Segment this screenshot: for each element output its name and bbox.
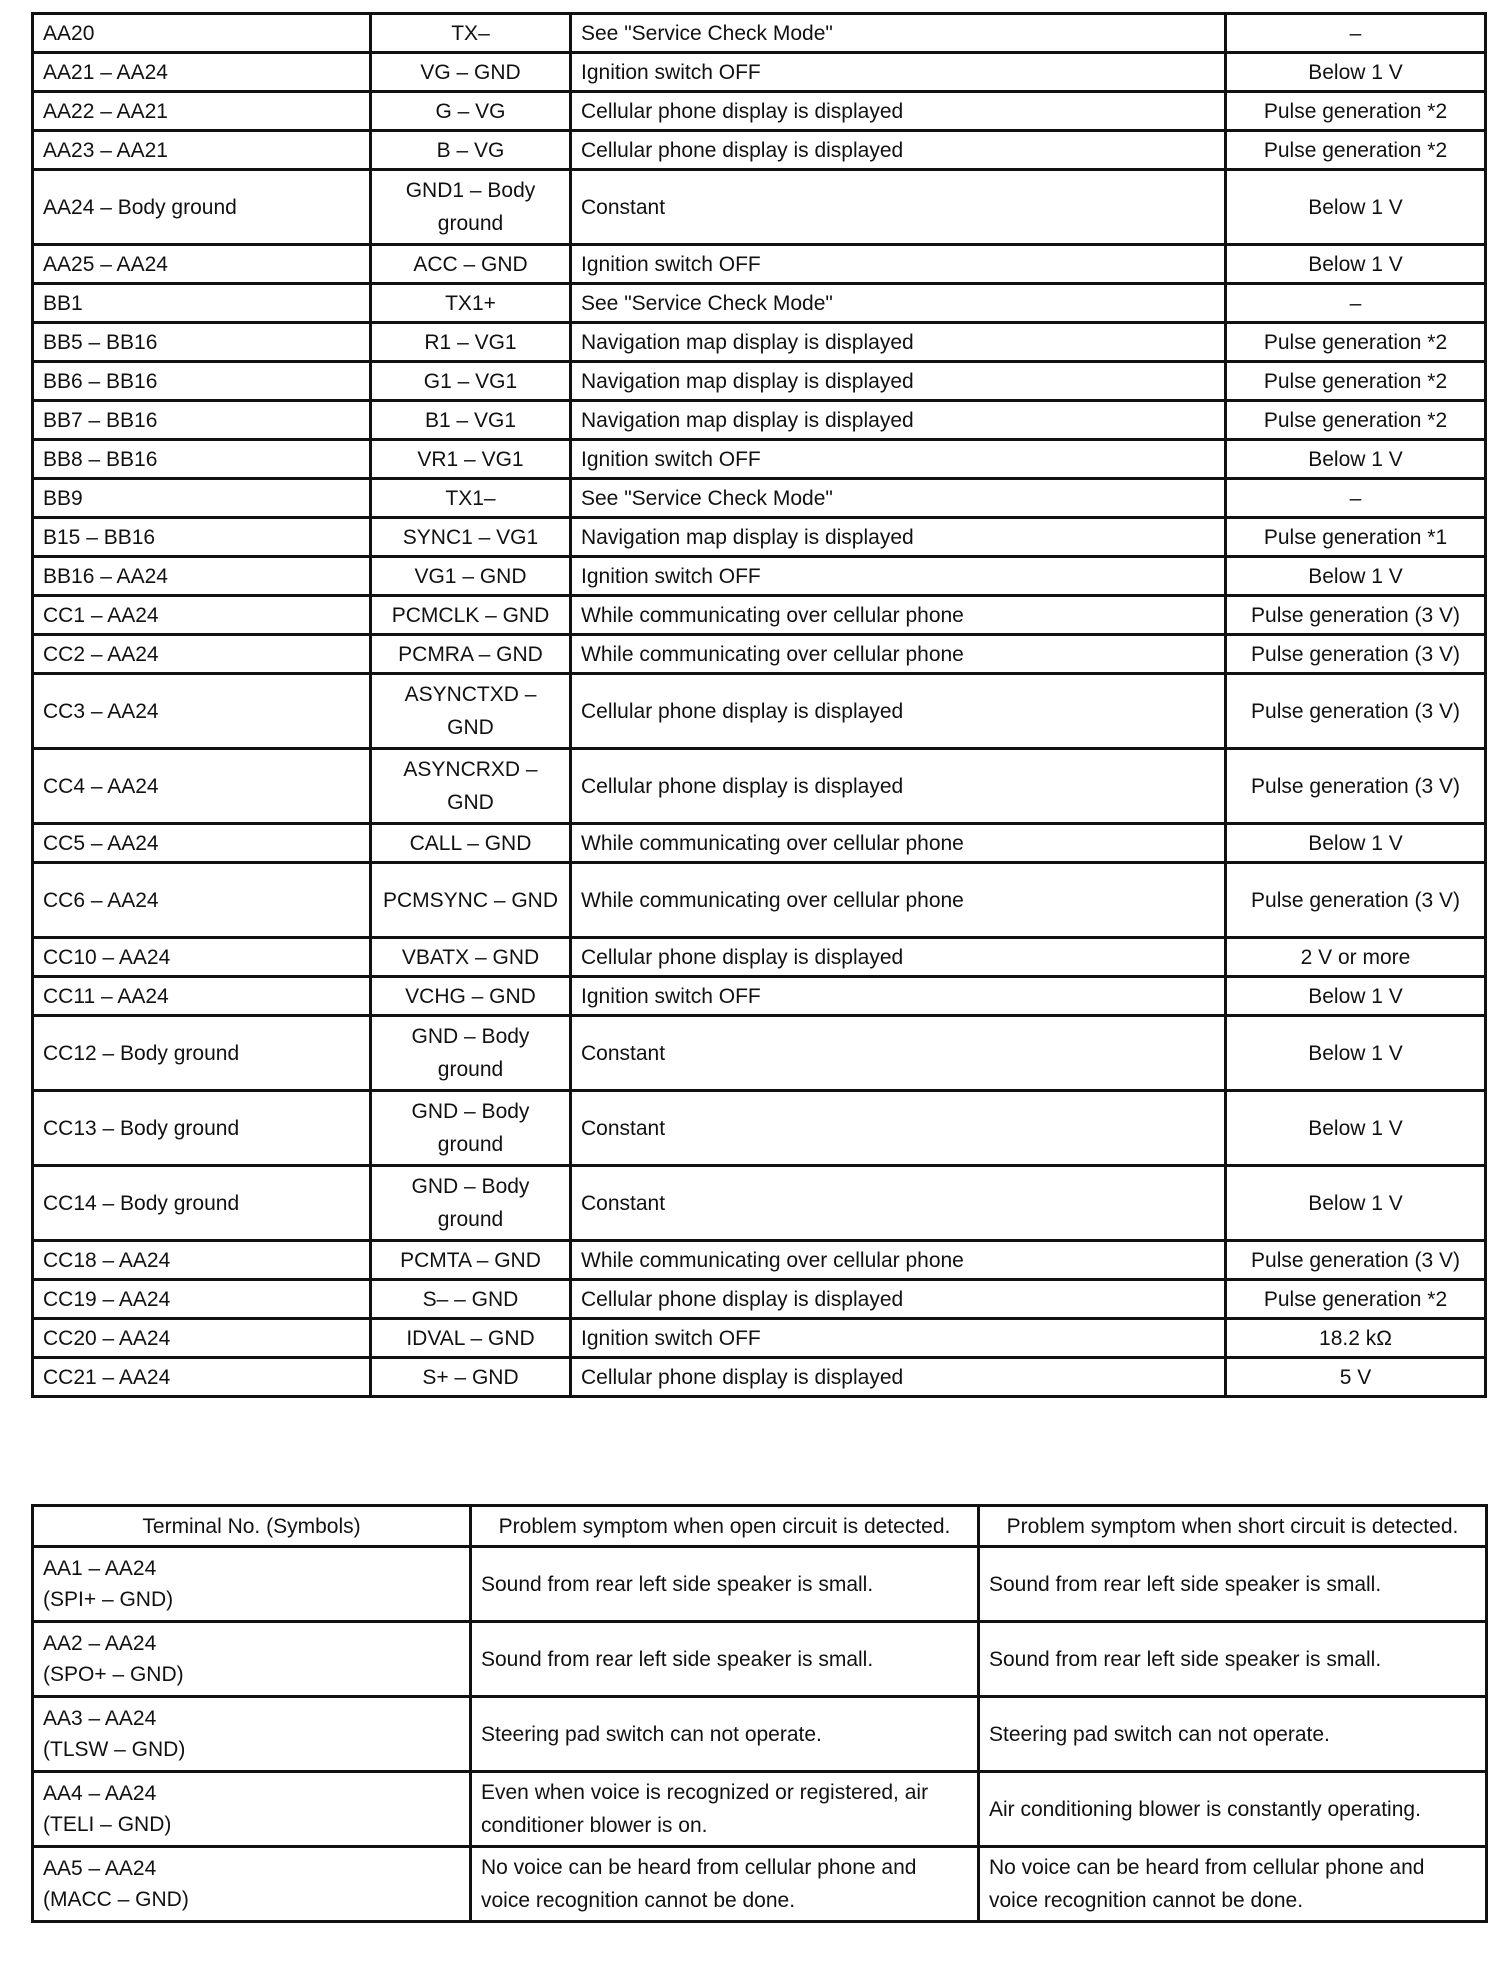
specification-cell: 5 V — [1226, 1358, 1486, 1397]
symbol-cell: GND – Body ground — [371, 1166, 571, 1241]
terminal-cell: AA21 – AA24 — [33, 53, 371, 92]
problem-symptom-table-body — [33, 1547, 1487, 1922]
terminal-cell: BB9 — [33, 479, 371, 518]
specification-cell: 2 V or more — [1226, 938, 1486, 977]
specification-cell: Below 1 V — [1226, 977, 1486, 1016]
condition-cell: See "Service Check Mode" — [571, 14, 1226, 53]
symbol-cell: TX– — [371, 14, 571, 53]
condition-cell: Ignition switch OFF — [571, 977, 1226, 1016]
short-circuit-symptom: Sound from rear left side speaker is small. — [979, 1547, 1487, 1622]
table-row — [33, 824, 1486, 863]
specification-cell: Pulse generation (3 V) — [1226, 1241, 1486, 1280]
symbol-cell: ASYNCTXD – GND — [371, 674, 571, 749]
terminal-cell: CC3 – AA24 — [33, 674, 371, 749]
terminal-number: AA1 – AA24 — [43, 1557, 157, 1580]
specification-cell: Pulse generation (3 V) — [1226, 596, 1486, 635]
condition-cell: Ignition switch OFF — [571, 1319, 1226, 1358]
symbol-cell: PCMRA – GND — [371, 635, 571, 674]
terminal-cell: BB8 – BB16 — [33, 440, 371, 479]
table-row — [33, 440, 1486, 479]
terminal-number: AA2 – AA24 — [43, 1632, 157, 1655]
condition-cell: Constant — [571, 1166, 1226, 1241]
symbol-cell: PCMSYNC – GND — [371, 863, 571, 938]
specification-cell: Below 1 V — [1226, 824, 1486, 863]
terminal-spec-table — [31, 12, 1487, 1398]
terminal-cell — [33, 1847, 471, 1922]
open-circuit-symptom: Even when voice is recognized or registered, air conditioner blower is on. — [471, 1772, 979, 1847]
terminal-cell: CC2 – AA24 — [33, 635, 371, 674]
specification-cell: – — [1226, 284, 1486, 323]
symbol-cell: VBATX – GND — [371, 938, 571, 977]
specification-cell: – — [1226, 14, 1486, 53]
condition-cell: Navigation map display is displayed — [571, 518, 1226, 557]
terminal-cell: AA22 – AA21 — [33, 92, 371, 131]
terminal-cell — [33, 1697, 471, 1772]
table-row — [33, 401, 1486, 440]
terminal-cell: AA25 – AA24 — [33, 245, 371, 284]
table-row — [33, 1697, 1487, 1772]
terminal-cell: CC20 – AA24 — [33, 1319, 371, 1358]
table-row — [33, 53, 1486, 92]
table-row — [33, 1772, 1487, 1847]
terminal-spec-table-body — [33, 14, 1486, 1397]
specification-cell: Below 1 V — [1226, 170, 1486, 245]
terminal-cell: CC10 – AA24 — [33, 938, 371, 977]
specification-cell: Pulse generation (3 V) — [1226, 674, 1486, 749]
symbol-cell: VG – GND — [371, 53, 571, 92]
table-row — [33, 1166, 1486, 1241]
symbol-cell: G1 – VG1 — [371, 362, 571, 401]
table-row — [33, 1319, 1486, 1358]
terminal-cell: CC1 – AA24 — [33, 596, 371, 635]
condition-cell: Ignition switch OFF — [571, 440, 1226, 479]
table-row — [33, 92, 1486, 131]
terminal-cell: B15 – BB16 — [33, 518, 371, 557]
symbol-cell: B – VG — [371, 131, 571, 170]
condition-cell: Navigation map display is displayed — [571, 362, 1226, 401]
table-row — [33, 1547, 1487, 1622]
terminal-symbol: (SPO+ – GND) — [43, 1663, 184, 1686]
terminal-cell: CC11 – AA24 — [33, 977, 371, 1016]
table-row — [33, 1241, 1486, 1280]
specification-cell: Pulse generation *2 — [1226, 131, 1486, 170]
table-row — [33, 557, 1486, 596]
terminal-symbol: (MACC – GND) — [43, 1888, 189, 1911]
header-short-circuit: Problem symptom when short circuit is detected. — [979, 1506, 1487, 1547]
symptom-header-row — [33, 1506, 1487, 1547]
symbol-cell: G – VG — [371, 92, 571, 131]
terminal-cell: BB6 – BB16 — [33, 362, 371, 401]
short-circuit-symptom: Air conditioning blower is constantly operating. — [979, 1772, 1487, 1847]
table-row — [33, 635, 1486, 674]
specification-cell: Below 1 V — [1226, 245, 1486, 284]
table-row — [33, 323, 1486, 362]
table-row — [33, 245, 1486, 284]
terminal-cell: CC6 – AA24 — [33, 863, 371, 938]
specification-cell: Pulse generation *2 — [1226, 1280, 1486, 1319]
terminal-cell: CC4 – AA24 — [33, 749, 371, 824]
condition-cell: Cellular phone display is displayed — [571, 1358, 1226, 1397]
condition-cell: Constant — [571, 170, 1226, 245]
condition-cell: Cellular phone display is displayed — [571, 1280, 1226, 1319]
terminal-cell: CC5 – AA24 — [33, 824, 371, 863]
symbol-cell: TX1+ — [371, 284, 571, 323]
symbol-cell: B1 – VG1 — [371, 401, 571, 440]
terminal-cell: AA23 – AA21 — [33, 131, 371, 170]
table-row — [33, 170, 1486, 245]
short-circuit-symptom: Steering pad switch can not operate. — [979, 1697, 1487, 1772]
symbol-cell: R1 – VG1 — [371, 323, 571, 362]
short-circuit-symptom: No voice can be heard from cellular phone and voice recognition cannot be done. — [979, 1847, 1487, 1922]
table-row — [33, 14, 1486, 53]
condition-cell: Cellular phone display is displayed — [571, 749, 1226, 824]
terminal-symbol: (SPI+ – GND) — [43, 1588, 174, 1611]
table-row — [33, 938, 1486, 977]
open-circuit-symptom: Sound from rear left side speaker is small. — [471, 1547, 979, 1622]
table-row — [33, 1016, 1486, 1091]
open-circuit-symptom: Sound from rear left side speaker is small. — [471, 1622, 979, 1697]
table-row — [33, 674, 1486, 749]
symbol-cell: ASYNCRXD – GND — [371, 749, 571, 824]
terminal-cell: CC19 – AA24 — [33, 1280, 371, 1319]
specification-cell: Pulse generation *2 — [1226, 323, 1486, 362]
specification-cell: Pulse generation *2 — [1226, 92, 1486, 131]
table-row — [33, 596, 1486, 635]
specification-cell: Pulse generation (3 V) — [1226, 749, 1486, 824]
specification-cell: Pulse generation *2 — [1226, 362, 1486, 401]
specification-cell: Below 1 V — [1226, 440, 1486, 479]
terminal-cell — [33, 1547, 471, 1622]
table-row — [33, 1847, 1487, 1922]
terminal-number: AA3 – AA24 — [43, 1707, 157, 1730]
specification-cell: 18.2 kΩ — [1226, 1319, 1486, 1358]
terminal-cell: BB7 – BB16 — [33, 401, 371, 440]
header-open-circuit: Problem symptom when open circuit is detected. — [471, 1506, 979, 1547]
terminal-cell: BB1 — [33, 284, 371, 323]
symbol-cell: VCHG – GND — [371, 977, 571, 1016]
condition-cell: Cellular phone display is displayed — [571, 92, 1226, 131]
symbol-cell: VR1 – VG1 — [371, 440, 571, 479]
terminal-cell — [33, 1772, 471, 1847]
specification-cell: Pulse generation (3 V) — [1226, 635, 1486, 674]
terminal-cell: CC21 – AA24 — [33, 1358, 371, 1397]
symbol-cell: SYNC1 – VG1 — [371, 518, 571, 557]
symbol-cell: IDVAL – GND — [371, 1319, 571, 1358]
condition-cell: See "Service Check Mode" — [571, 284, 1226, 323]
table-row — [33, 284, 1486, 323]
terminal-cell: BB16 – AA24 — [33, 557, 371, 596]
specification-cell: Below 1 V — [1226, 1166, 1486, 1241]
table-row — [33, 863, 1486, 938]
table-row — [33, 977, 1486, 1016]
terminal-cell: CC18 – AA24 — [33, 1241, 371, 1280]
specification-cell: – — [1226, 479, 1486, 518]
table-row — [33, 362, 1486, 401]
symbol-cell: VG1 – GND — [371, 557, 571, 596]
condition-cell: Navigation map display is displayed — [571, 323, 1226, 362]
header-terminal: Terminal No. (Symbols) — [33, 1506, 471, 1547]
specification-cell: Below 1 V — [1226, 557, 1486, 596]
terminal-cell — [33, 1622, 471, 1697]
symbol-cell: TX1– — [371, 479, 571, 518]
symbol-cell: ACC – GND — [371, 245, 571, 284]
open-circuit-symptom: No voice can be heard from cellular phone and voice recognition cannot be done. — [471, 1847, 979, 1922]
terminal-cell: BB5 – BB16 — [33, 323, 371, 362]
specification-cell: Pulse generation (3 V) — [1226, 863, 1486, 938]
condition-cell: While communicating over cellular phone — [571, 635, 1226, 674]
short-circuit-symptom: Sound from rear left side speaker is small. — [979, 1622, 1487, 1697]
specification-cell: Below 1 V — [1226, 1016, 1486, 1091]
condition-cell: Ignition switch OFF — [571, 245, 1226, 284]
symbol-cell: GND – Body ground — [371, 1016, 571, 1091]
terminal-cell: AA24 – Body ground — [33, 170, 371, 245]
terminal-cell: AA20 — [33, 14, 371, 53]
condition-cell: Navigation map display is displayed — [571, 401, 1226, 440]
condition-cell: Cellular phone display is displayed — [571, 674, 1226, 749]
problem-symptom-table — [31, 1504, 1488, 1923]
condition-cell: While communicating over cellular phone — [571, 863, 1226, 938]
specification-cell: Pulse generation *1 — [1226, 518, 1486, 557]
table-row — [33, 749, 1486, 824]
symbol-cell: S+ – GND — [371, 1358, 571, 1397]
specification-cell: Pulse generation *2 — [1226, 401, 1486, 440]
terminal-cell: CC14 – Body ground — [33, 1166, 371, 1241]
symbol-cell: PCMTA – GND — [371, 1241, 571, 1280]
open-circuit-symptom: Steering pad switch can not operate. — [471, 1697, 979, 1772]
specification-cell: Below 1 V — [1226, 53, 1486, 92]
condition-cell: Ignition switch OFF — [571, 557, 1226, 596]
condition-cell: While communicating over cellular phone — [571, 1241, 1226, 1280]
terminal-cell: CC12 – Body ground — [33, 1016, 371, 1091]
symbol-cell: CALL – GND — [371, 824, 571, 863]
condition-cell: Ignition switch OFF — [571, 53, 1226, 92]
condition-cell: While communicating over cellular phone — [571, 824, 1226, 863]
specification-cell: Below 1 V — [1226, 1091, 1486, 1166]
terminal-symbol: (TELI – GND) — [43, 1813, 172, 1836]
condition-cell: Constant — [571, 1016, 1226, 1091]
symbol-cell: PCMCLK – GND — [371, 596, 571, 635]
condition-cell: See "Service Check Mode" — [571, 479, 1226, 518]
table-row — [33, 1280, 1486, 1319]
symbol-cell: GND – Body ground — [371, 1091, 571, 1166]
table-row — [33, 1358, 1486, 1397]
table-row — [33, 1622, 1487, 1697]
table-row — [33, 131, 1486, 170]
table-row — [33, 479, 1486, 518]
condition-cell: Constant — [571, 1091, 1226, 1166]
terminal-number: AA4 – AA24 — [43, 1782, 157, 1805]
condition-cell: While communicating over cellular phone — [571, 596, 1226, 635]
table-row — [33, 1091, 1486, 1166]
symbol-cell: GND1 – Body ground — [371, 170, 571, 245]
symbol-cell: S– – GND — [371, 1280, 571, 1319]
terminal-cell: CC13 – Body ground — [33, 1091, 371, 1166]
terminal-symbol: (TLSW – GND) — [43, 1738, 186, 1761]
terminal-number: AA5 – AA24 — [43, 1857, 157, 1880]
condition-cell: Cellular phone display is displayed — [571, 938, 1226, 977]
table-row — [33, 518, 1486, 557]
condition-cell: Cellular phone display is displayed — [571, 131, 1226, 170]
